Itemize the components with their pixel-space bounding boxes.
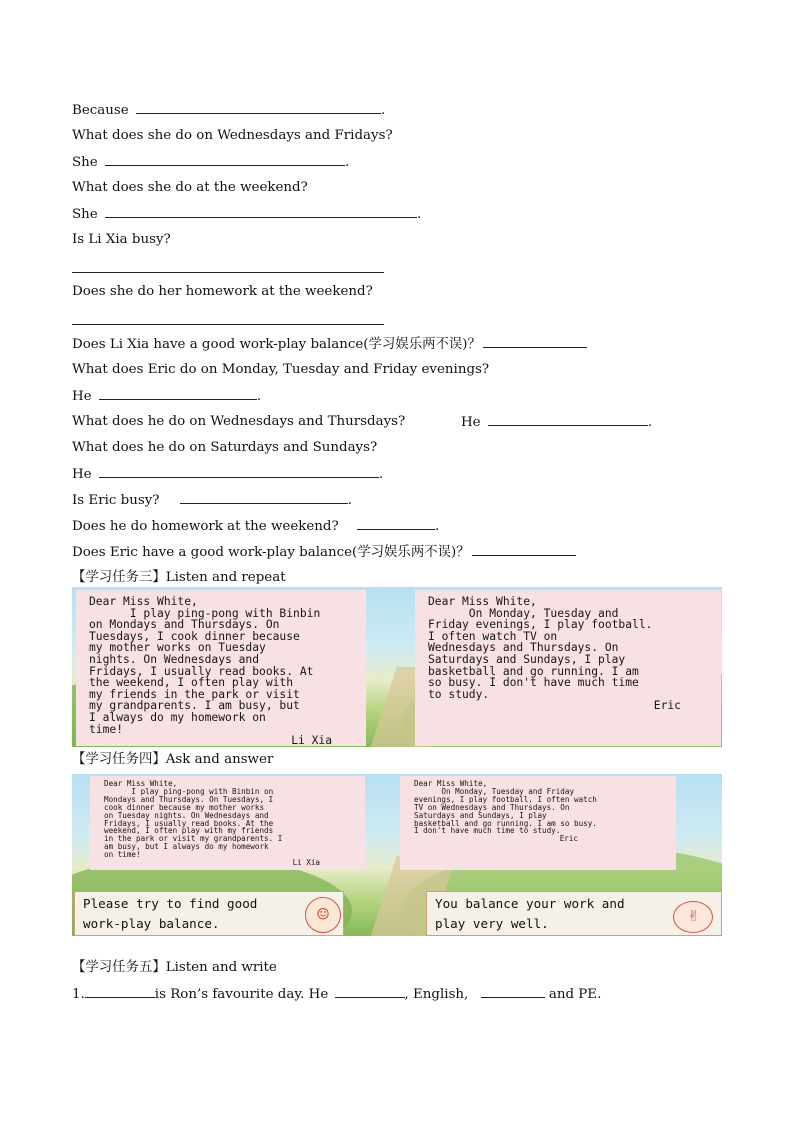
question-text: What does he do on Wednesdays and Thursdays?	[72, 414, 406, 429]
letter-line: on time!	[104, 850, 141, 860]
answer-blank[interactable]	[99, 387, 257, 400]
letter-line: On Monday, Tuesday and Friday	[414, 786, 575, 796]
signature-eric: Eric	[559, 834, 578, 844]
she-label: She	[72, 155, 98, 170]
speech-bubble-right	[426, 891, 722, 936]
task3-heading: 【学习任务三】Listen and repeat	[72, 570, 286, 585]
he-line-3: He .	[72, 467, 384, 482]
bubble-line: play very well.	[435, 916, 549, 931]
task4-image-panel	[72, 774, 722, 936]
letter-line: Tuesdays, I cook dinner because	[89, 629, 300, 643]
letter-line: time!	[89, 722, 124, 736]
answer-blank[interactable]	[481, 985, 545, 998]
answer-blank[interactable]	[488, 413, 648, 426]
signature-lixia: Li Xia	[292, 858, 320, 868]
letter-line: cook dinner because my mother works	[104, 802, 265, 812]
answer-blank[interactable]	[483, 335, 587, 348]
bubble-line: work-play balance.	[83, 916, 220, 931]
task5-item-1	[72, 985, 601, 1004]
letter-line: Saturdays and Sundays, I play	[414, 810, 547, 820]
letter-line: On Monday, Tuesday and	[428, 606, 619, 620]
question-text: Does Li Xia have a good work-play balance(学习娱乐两不误)？	[72, 337, 481, 352]
question-eric-homework: Does he do homework at the weekend? .	[72, 519, 440, 534]
answer-blank[interactable]	[105, 153, 345, 166]
letter-line: in the park or visit my grandparents. I	[104, 834, 283, 844]
answer-blank[interactable]	[472, 543, 576, 556]
letter-line: my grandparents. I am busy, but	[89, 699, 300, 713]
answer-blank[interactable]	[85, 985, 155, 998]
letter-line: Dear Miss White,	[104, 779, 178, 788]
question-wed-fri: What does she do on Wednesdays and Fridays?	[72, 128, 393, 143]
letter-line: my mother works on Tuesday	[89, 641, 266, 655]
task3-image-panel	[72, 587, 722, 747]
question-eric-busy: Is Eric busy? .	[72, 493, 352, 508]
he-label: He	[461, 415, 481, 430]
letter-line: my friends in the park or visit	[89, 687, 300, 701]
letter-body	[104, 780, 355, 859]
item-text: and PE.	[548, 987, 602, 1002]
she-line-2: She .	[72, 207, 422, 222]
question-eric-mon: What does Eric do on Monday, Tuesday and Friday evenings?	[72, 362, 490, 377]
letter-line: so busy. I don't have much time	[428, 676, 639, 690]
letter-line: Mondays and Thursdays. On Tuesdays, I	[104, 794, 274, 804]
letter-line: Dear Miss White,	[414, 779, 488, 788]
letter-line: basketball and go running. I am	[428, 664, 639, 678]
letter-card-lixia-small	[90, 776, 365, 870]
letter-line: Friday evenings, I play football.	[428, 618, 653, 632]
answer-blank[interactable]	[357, 517, 435, 530]
letter-body	[89, 596, 356, 735]
letter-line: weekend, I often play with my friends	[104, 826, 274, 836]
answer-blank[interactable]	[99, 465, 379, 478]
because-line: Because .	[72, 103, 386, 118]
he-line-2: He .	[461, 415, 653, 430]
question-text: Does he do homework at the weekend?	[72, 519, 339, 534]
question-balance-lixia	[72, 335, 587, 354]
item-number: 1.	[72, 987, 85, 1002]
question-text: Is Eric busy?	[72, 493, 160, 508]
letter-body	[414, 780, 666, 835]
signature-lixia: Li Xia	[291, 734, 332, 747]
question-homework: Does she do her homework at the weekend?	[72, 284, 373, 299]
answer-blank[interactable]	[136, 101, 381, 114]
she-line-1: She .	[72, 155, 350, 170]
item-text: , English,	[404, 987, 469, 1002]
he-line-1: He .	[72, 389, 262, 404]
thumbs-up-icon: ✌	[673, 901, 713, 933]
question-weekend: What does she do at the weekend?	[72, 180, 308, 195]
answer-blank[interactable]	[180, 491, 348, 504]
letter-line: I don't have much time to study.	[414, 826, 561, 836]
because-label: Because	[72, 103, 129, 118]
signature-eric: Eric	[653, 699, 681, 713]
letter-line: on Mondays and Thursdays. On	[89, 618, 280, 632]
bubble-line: Please try to find good	[83, 896, 258, 911]
task5-heading: 【学习任务五】Listen and write	[72, 960, 277, 975]
letter-line: I play ping-pong with Binbin on	[104, 786, 274, 796]
letter-line: basketball and go running. I am so busy.	[414, 818, 597, 828]
letter-line: Fridays, I usually read books. At	[89, 664, 314, 678]
he-label: He	[72, 467, 92, 482]
question-balance-eric	[72, 543, 576, 562]
answer-rule[interactable]	[72, 272, 384, 273]
answer-blank[interactable]	[105, 205, 417, 218]
question-busy: Is Li Xia busy?	[72, 232, 171, 247]
she-label: She	[72, 207, 98, 222]
task4-heading: 【学习任务四】Ask and answer	[72, 752, 274, 767]
letter-line: I often watch TV on	[428, 629, 558, 643]
letter-line: the weekend, I often play with	[89, 676, 294, 690]
letter-line: nights. On Wednesdays and	[89, 652, 260, 666]
letter-line: I play ping-pong with Binbin	[89, 606, 321, 620]
item-text: is Ron’s favourite day. He	[154, 987, 329, 1002]
letter-line: evenings, I play football. I often watch	[414, 794, 597, 804]
letter-line: Wednesdays and Thursdays. On	[428, 641, 619, 655]
question-eric-wed	[72, 413, 405, 431]
answer-rule[interactable]	[72, 324, 384, 325]
smiley-face-icon: ☺	[305, 897, 341, 933]
letter-line: am busy, but I always do my homework	[104, 842, 269, 852]
letter-line: I always do my homework on	[89, 710, 266, 724]
letter-line: on Tuesday nights. On Wednesdays and	[104, 810, 269, 820]
he-label: He	[72, 389, 92, 404]
letter-line: to study.	[428, 687, 490, 701]
letter-card-lixia	[76, 590, 366, 746]
letter-line: TV on Wednesdays and Thursdays. On	[414, 802, 570, 812]
answer-blank[interactable]	[335, 985, 405, 998]
letter-line: Saturdays and Sundays, I play	[428, 652, 626, 666]
letter-body	[428, 596, 711, 700]
letter-line: Dear Miss White,	[428, 595, 537, 608]
question-eric-sat: What does he do on Saturdays and Sundays?	[72, 440, 378, 455]
bubble-line: You balance your work and	[435, 896, 625, 911]
speech-bubble-left	[74, 891, 344, 936]
question-text: Does Eric have a good work-play balance(学习娱乐两不误)？	[72, 545, 470, 560]
letter-card-eric	[415, 590, 721, 746]
letter-card-eric-small	[400, 776, 676, 870]
letter-line: Fridays, I usually read books. At the	[104, 818, 274, 828]
letter-line: Dear Miss White,	[89, 595, 198, 608]
